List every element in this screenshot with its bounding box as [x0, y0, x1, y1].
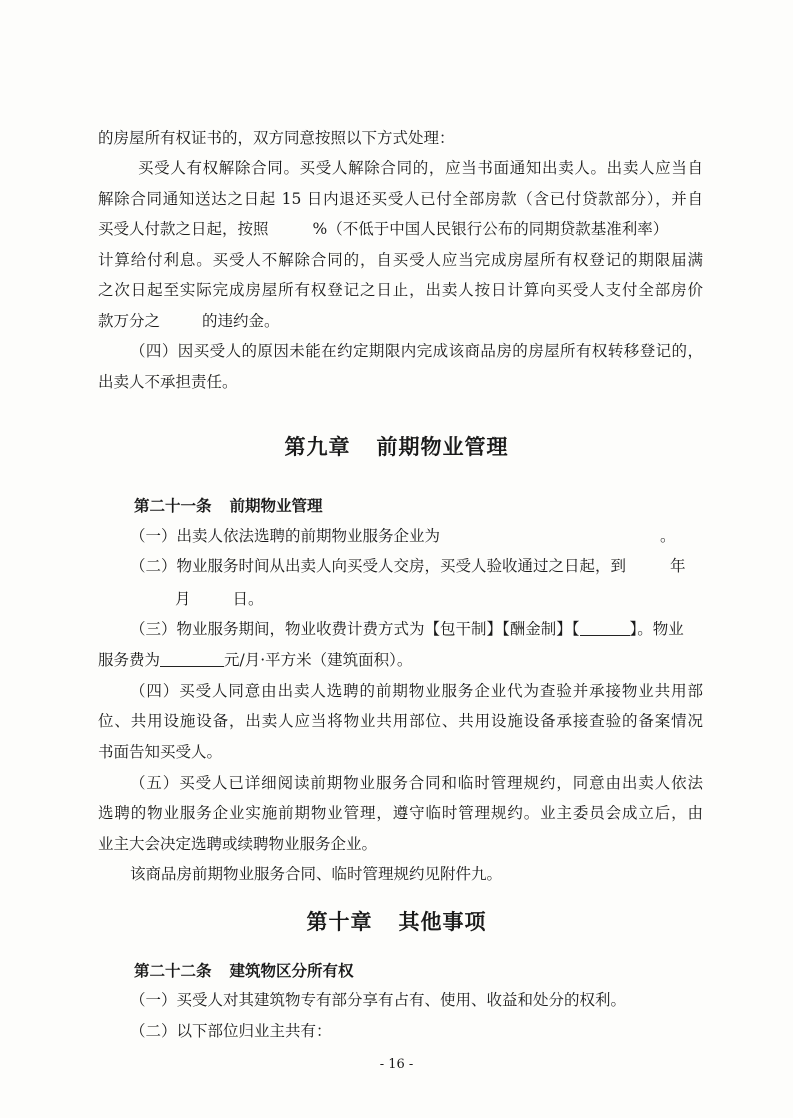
paragraph-line [130, 526, 703, 546]
text-run: 。 [660, 527, 676, 545]
text-run: 的违约金。 [202, 312, 280, 330]
paragraph-line: 的房屋所有权证书的，双方同意按照以下方式处理： [98, 129, 455, 147]
text-run: %（不低于中国人民银行公布的同期贷款基准利率） [312, 220, 669, 238]
paragraph-line: 该商品房前期物业服务合同、临时管理规约见附件九。 [130, 865, 503, 883]
paragraph-line: （一）买受人对其建筑物专有部分享有占有、使用、收益和处分的权利。 [130, 991, 627, 1009]
blank-underline [580, 620, 630, 636]
paragraph-line: 业主大会决定选聘或续聘物业服务企业。 [98, 835, 378, 853]
paragraph-line [98, 311, 703, 331]
paragraph-line: 之次日起至实际完成房屋所有权登记之日止，出卖人按日计算向买受人支付全部房价 [98, 281, 703, 299]
article-title: 前期物业管理 [229, 497, 323, 515]
text-run: （二）物业服务时间从出卖人向买受人交房，买受人验收通过之日起，到 [130, 557, 627, 575]
paragraph-line: （四）因买受人的原因未能在约定期限内完成该商品房的房屋所有权转移登记的， [130, 342, 703, 360]
paragraph-line: （二）以下部位归业主共有： [130, 1022, 332, 1040]
paragraph-line: 解除合同通知送达之日起 15 日内退还买受人已付全部房款（含已付贷款部分），并自 [98, 190, 703, 208]
text-run: 日。 [232, 590, 264, 608]
article-number: 第二十二条 [134, 962, 212, 980]
chapter-number: 第十章 [306, 910, 373, 934]
paragraph-line: 计算给付利息。买受人不解除合同的，自买受人应当完成房屋所有权登记的期限届满 [98, 251, 703, 269]
paragraph-line: 位、共用设施设备，出卖人应当将物业共用部位、共用设施设备承接查验的备案情况 [98, 712, 703, 730]
chapter-number: 第九章 [284, 435, 351, 459]
paragraph-line: 选聘的物业服务企业实施前期物业管理，遵守临时管理规约。业主委员会成立后，由 [98, 804, 703, 822]
page-number: - 16 - [379, 1057, 414, 1072]
paragraph-line [175, 589, 703, 609]
chapter-heading [0, 431, 793, 461]
paragraph-line [98, 219, 703, 239]
chapter-title: 其他事项 [398, 910, 487, 934]
paragraph-line: （五）买受人已详细阅读前期物业服务合同和临时管理规约，同意由出卖人依法 [130, 774, 703, 792]
paragraph-line: （四）买受人同意由出卖人选聘的前期物业服务企业代为查验并承接物业共用部 [130, 682, 703, 700]
paragraph-line: 买受人有权解除合同。买受人解除合同的，应当书面通知出卖人。出卖人应当自 [138, 159, 703, 177]
text-run: 年 [670, 557, 686, 575]
text-run: 服务费为 [98, 651, 161, 669]
paragraph-line: 书面告知买受人。 [98, 743, 223, 761]
article-heading [134, 961, 703, 981]
text-run: 元/月·平方米（建筑面积）。 [224, 651, 413, 669]
text-run: 买受人付款之日起，按照 [98, 220, 269, 238]
text-run: 月 [175, 590, 191, 608]
text-run: （一）出卖人依法选聘的前期物业服务企业为 [130, 527, 441, 545]
chapter-title: 前期物业管理 [376, 435, 509, 459]
text-run: （三）物业服务期间，物业收费计费方式为【包干制】【酬金制】【 [130, 620, 580, 638]
paragraph-line [130, 619, 703, 639]
text-run: 】。物业 [629, 620, 684, 638]
text-run: 款万分之 [98, 312, 161, 330]
article-number: 第二十一条 [134, 497, 212, 515]
paragraph-line: 出卖人不承担责任。 [98, 373, 238, 391]
article-heading [134, 496, 703, 516]
article-title: 建筑物区分所有权 [229, 962, 354, 980]
chapter-heading [0, 906, 793, 936]
paragraph-line [130, 556, 703, 576]
blank-underline [160, 651, 224, 667]
paragraph-line [98, 650, 703, 670]
